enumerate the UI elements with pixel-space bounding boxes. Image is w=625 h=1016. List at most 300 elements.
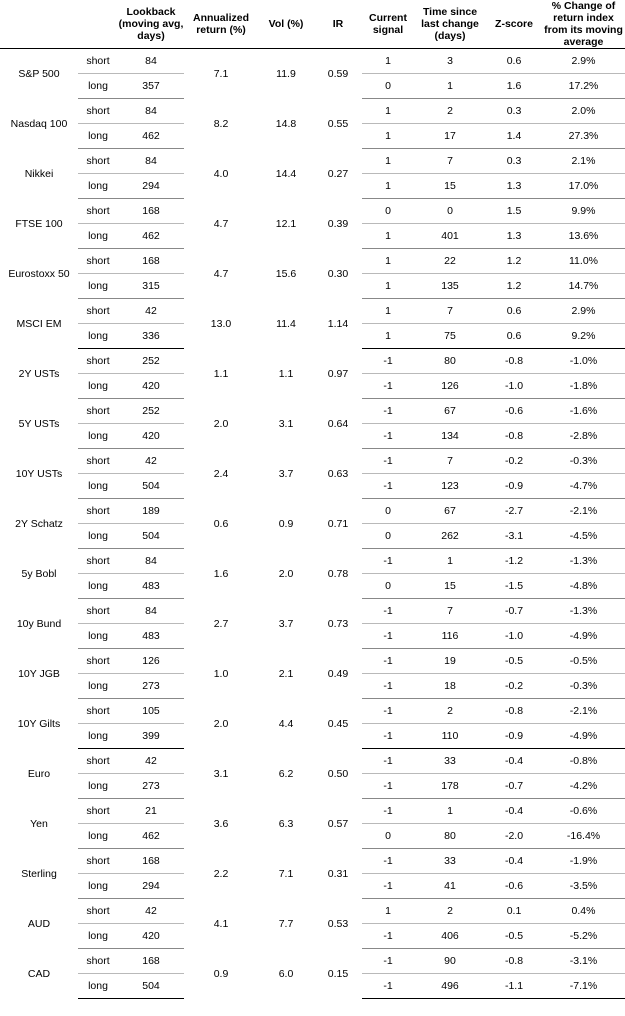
pct-change-long: -4.9%	[542, 724, 625, 749]
lookback-long: 399	[118, 724, 184, 749]
vol: 15.6	[275, 267, 297, 280]
table-row	[0, 99, 625, 124]
term-label-long: long	[78, 424, 118, 449]
header-vol: Vol (%)	[268, 18, 304, 31]
pct-change-short: 9.9%	[542, 199, 625, 224]
pct-change-long: -1.8%	[542, 374, 625, 399]
term-label-short: short	[78, 849, 118, 874]
lookback-long: 462	[118, 824, 184, 849]
current-signal-short: -1	[362, 549, 414, 574]
current-signal-short: -1	[362, 599, 414, 624]
pct-change-long: -5.2%	[542, 924, 625, 949]
zscore-long: 1.3	[486, 224, 542, 249]
term-label-short: short	[78, 599, 118, 624]
lookback-short: 42	[118, 449, 184, 474]
term-label-short: short	[78, 549, 118, 574]
annualized-return: 2.4	[213, 467, 229, 480]
term-label-long: long	[78, 224, 118, 249]
pct-change-short: -3.1%	[542, 949, 625, 974]
time-since-short: 7	[414, 299, 486, 324]
time-since-long: 15	[414, 574, 486, 599]
ir: 0.53	[327, 917, 349, 930]
annualized-return: 1.0	[213, 667, 229, 680]
lookback-long: 357	[118, 74, 184, 99]
term-label-long: long	[78, 74, 118, 99]
lookback-short: 42	[118, 299, 184, 324]
term-label-short: short	[78, 149, 118, 174]
zscore-short: 1.5	[486, 199, 542, 224]
zscore-short: -0.5	[486, 649, 542, 674]
current-signal-long: -1	[362, 774, 414, 799]
time-since-long: 1	[414, 74, 486, 99]
current-signal-short: -1	[362, 449, 414, 474]
pct-change-short: -2.1%	[542, 499, 625, 524]
ir: 0.31	[327, 867, 349, 880]
zscore-long: 1.4	[486, 124, 542, 149]
lookback-short: 126	[118, 649, 184, 674]
zscore-short: 1.2	[486, 249, 542, 274]
lookback-long: 483	[118, 624, 184, 649]
current-signal-short: -1	[362, 849, 414, 874]
pct-change-long: -16.4%	[542, 824, 625, 849]
zscore-short: 0.6	[486, 299, 542, 324]
pct-change-long: -0.3%	[542, 674, 625, 699]
zscore-long: -0.8	[486, 424, 542, 449]
pct-change-short: 2.0%	[542, 99, 625, 124]
header-term	[78, 0, 118, 49]
asset-name-cell: 10Y USTs	[15, 467, 63, 480]
table-row	[0, 649, 625, 674]
lookback-long: 294	[118, 874, 184, 899]
time-since-short: 7	[414, 449, 486, 474]
time-since-long: 80	[414, 824, 486, 849]
annualized-return: 4.7	[213, 267, 229, 280]
zscore-long: 0.6	[486, 324, 542, 349]
time-since-short: 67	[414, 499, 486, 524]
current-signal-long: 1	[362, 324, 414, 349]
asset-name-cell: MSCI EM	[16, 317, 62, 330]
asset-name-cell: 10y Bund	[16, 617, 62, 630]
table-row	[0, 299, 625, 324]
pct-change-short: -0.5%	[542, 649, 625, 674]
time-since-short: 3	[414, 49, 486, 74]
zscore-long: 1.2	[486, 274, 542, 299]
zscore-short: -1.2	[486, 549, 542, 574]
lookback-short: 252	[118, 399, 184, 424]
term-label-short: short	[78, 499, 118, 524]
zscore-long: -0.5	[486, 924, 542, 949]
asset-name-cell: CAD	[27, 967, 51, 980]
lookback-short: 84	[118, 99, 184, 124]
annualized-return: 8.2	[213, 117, 229, 130]
term-label-long: long	[78, 774, 118, 799]
annualized-return: 2.2	[213, 867, 229, 880]
term-label-long: long	[78, 524, 118, 549]
zscore-long: -0.9	[486, 474, 542, 499]
lookback-long: 483	[118, 574, 184, 599]
current-signal-long: 1	[362, 274, 414, 299]
ir: 0.45	[327, 717, 349, 730]
header-pct-change: % Change of return index from its moving average	[544, 0, 623, 49]
current-signal-short: 1	[362, 49, 414, 74]
current-signal-short: -1	[362, 699, 414, 724]
lookback-short: 42	[118, 749, 184, 774]
annualized-return: 4.7	[213, 217, 229, 230]
current-signal-short: 1	[362, 149, 414, 174]
term-label-long: long	[78, 674, 118, 699]
term-label-long: long	[78, 124, 118, 149]
lookback-short: 84	[118, 549, 184, 574]
asset-name-cell: 5Y USTs	[18, 417, 60, 430]
lookback-short: 168	[118, 949, 184, 974]
lookback-long: 504	[118, 474, 184, 499]
zscore-long: -0.7	[486, 774, 542, 799]
pct-change-short: -2.1%	[542, 699, 625, 724]
current-signal-short: 1	[362, 299, 414, 324]
annualized-return: 7.1	[213, 67, 229, 80]
table-row	[0, 399, 625, 424]
table-row	[0, 849, 625, 874]
current-signal-long: 1	[362, 224, 414, 249]
zscore-long: -1.0	[486, 374, 542, 399]
term-label-long: long	[78, 174, 118, 199]
term-label-long: long	[78, 724, 118, 749]
term-label-short: short	[78, 899, 118, 924]
asset-name-cell: 10Y JGB	[18, 667, 60, 680]
table-row	[0, 49, 625, 74]
zscore-long: -2.0	[486, 824, 542, 849]
pct-change-long: -4.2%	[542, 774, 625, 799]
term-label-long: long	[78, 324, 118, 349]
ir: 0.71	[327, 517, 349, 530]
term-label-long: long	[78, 624, 118, 649]
ir: 0.27	[327, 167, 349, 180]
time-since-long: 262	[414, 524, 486, 549]
table-row	[0, 699, 625, 724]
time-since-short: 67	[414, 399, 486, 424]
term-label-long: long	[78, 474, 118, 499]
lookback-short: 168	[118, 249, 184, 274]
lookback-long: 504	[118, 974, 184, 999]
asset-name-cell: Euro	[27, 767, 51, 780]
current-signal-short: -1	[362, 649, 414, 674]
annualized-return: 1.6	[213, 567, 229, 580]
current-signal-short: -1	[362, 749, 414, 774]
table-row	[0, 949, 625, 974]
table-row	[0, 349, 625, 374]
term-label-short: short	[78, 399, 118, 424]
term-label-long: long	[78, 824, 118, 849]
vol: 1.1	[278, 367, 294, 380]
zscore-short: -0.7	[486, 599, 542, 624]
time-since-short: 1	[414, 799, 486, 824]
term-label-long: long	[78, 374, 118, 399]
current-signal-long: -1	[362, 624, 414, 649]
pct-change-short: -1.0%	[542, 349, 625, 374]
zscore-long: -0.6	[486, 874, 542, 899]
table-row	[0, 749, 625, 774]
lookback-long: 420	[118, 374, 184, 399]
annualized-return: 3.6	[213, 817, 229, 830]
time-since-long: 75	[414, 324, 486, 349]
asset-name-cell: Sterling	[21, 867, 57, 880]
vol: 2.1	[278, 667, 294, 680]
term-label-long: long	[78, 924, 118, 949]
time-since-short: 90	[414, 949, 486, 974]
time-since-short: 19	[414, 649, 486, 674]
zscore-short: -0.8	[486, 949, 542, 974]
vol: 3.7	[278, 617, 294, 630]
ir: 0.59	[327, 67, 349, 80]
pct-change-long: 9.2%	[542, 324, 625, 349]
pct-change-short: -1.3%	[542, 599, 625, 624]
time-since-short: 0	[414, 199, 486, 224]
ir: 0.78	[327, 567, 349, 580]
vol: 3.7	[278, 467, 294, 480]
term-label-short: short	[78, 699, 118, 724]
current-signal-short: 1	[362, 99, 414, 124]
current-signal-long: -1	[362, 724, 414, 749]
time-since-short: 80	[414, 349, 486, 374]
current-signal-short: 1	[362, 899, 414, 924]
current-signal-long: -1	[362, 874, 414, 899]
ir: 0.97	[327, 367, 349, 380]
lookback-short: 189	[118, 499, 184, 524]
current-signal-long: 1	[362, 174, 414, 199]
pct-change-long: 14.7%	[542, 274, 625, 299]
pct-change-short: 2.9%	[542, 49, 625, 74]
lookback-long: 336	[118, 324, 184, 349]
zscore-long: -1.1	[486, 974, 542, 999]
table-row	[0, 249, 625, 274]
ir: 0.15	[327, 967, 349, 980]
ir: 0.50	[327, 767, 349, 780]
lookback-short: 84	[118, 149, 184, 174]
lookback-short: 84	[118, 49, 184, 74]
asset-name-cell: 2Y USTs	[18, 367, 60, 380]
vol: 4.4	[278, 717, 294, 730]
term-label-short: short	[78, 649, 118, 674]
time-since-long: 116	[414, 624, 486, 649]
pct-change-long: 13.6%	[542, 224, 625, 249]
table-body	[0, 49, 625, 999]
term-label-long: long	[78, 974, 118, 999]
pct-change-long: -4.9%	[542, 624, 625, 649]
term-label-short: short	[78, 349, 118, 374]
lookback-short: 42	[118, 899, 184, 924]
asset-name-cell: 5y Bobl	[21, 567, 57, 580]
vol: 12.1	[275, 217, 297, 230]
asset-name-cell: Nasdaq 100	[10, 117, 68, 130]
asset-name-cell: Yen	[30, 817, 48, 830]
vol: 6.2	[278, 767, 294, 780]
annualized-return: 0.9	[213, 967, 229, 980]
current-signal-long: 0	[362, 574, 414, 599]
header-time-since-last-change: Time since last change (days)	[421, 6, 479, 43]
lookback-long: 294	[118, 174, 184, 199]
pct-change-long: -4.5%	[542, 524, 625, 549]
ir: 0.64	[327, 417, 349, 430]
lookback-short: 168	[118, 199, 184, 224]
time-since-short: 2	[414, 899, 486, 924]
time-since-long: 41	[414, 874, 486, 899]
pct-change-short: 11.0%	[542, 249, 625, 274]
zscore-short: -0.4	[486, 799, 542, 824]
vol: 3.1	[278, 417, 294, 430]
time-since-long: 126	[414, 374, 486, 399]
header-ir: IR	[332, 18, 344, 31]
lookback-short: 168	[118, 849, 184, 874]
zscore-short: 0.6	[486, 49, 542, 74]
zscore-short: -2.7	[486, 499, 542, 524]
time-since-long: 123	[414, 474, 486, 499]
pct-change-long: 27.3%	[542, 124, 625, 149]
table-row	[0, 199, 625, 224]
current-signal-short: -1	[362, 399, 414, 424]
current-signal-short: 0	[362, 499, 414, 524]
pct-change-short: 2.1%	[542, 149, 625, 174]
vol: 6.3	[278, 817, 294, 830]
ir: 0.73	[327, 617, 349, 630]
time-since-short: 33	[414, 749, 486, 774]
zscore-long: -1.5	[486, 574, 542, 599]
time-since-long: 406	[414, 924, 486, 949]
annualized-return: 0.6	[213, 517, 229, 530]
term-label-short: short	[78, 49, 118, 74]
table-row	[0, 499, 625, 524]
lookback-long: 462	[118, 224, 184, 249]
ir: 0.30	[327, 267, 349, 280]
zscore-short: -0.4	[486, 749, 542, 774]
pct-change-long: 17.2%	[542, 74, 625, 99]
current-signal-long: -1	[362, 674, 414, 699]
pct-change-short: 0.4%	[542, 899, 625, 924]
zscore-short: -0.6	[486, 399, 542, 424]
term-label-short: short	[78, 249, 118, 274]
lookback-short: 84	[118, 599, 184, 624]
zscore-short: -0.2	[486, 449, 542, 474]
table-row	[0, 599, 625, 624]
ir: 1.14	[327, 317, 349, 330]
term-label-long: long	[78, 574, 118, 599]
header-zscore: Z-score	[495, 18, 533, 31]
asset-name-cell: Nikkei	[24, 167, 54, 180]
vol: 7.7	[278, 917, 294, 930]
lookback-long: 273	[118, 674, 184, 699]
time-since-long: 18	[414, 674, 486, 699]
pct-change-long: 17.0%	[542, 174, 625, 199]
term-label-short: short	[78, 799, 118, 824]
time-since-short: 2	[414, 699, 486, 724]
current-signal-short: -1	[362, 799, 414, 824]
zscore-short: 0.3	[486, 149, 542, 174]
time-since-short: 1	[414, 549, 486, 574]
table-header	[0, 0, 625, 49]
annualized-return: 1.1	[213, 367, 229, 380]
annualized-return: 2.0	[213, 417, 229, 430]
current-signal-long: -1	[362, 424, 414, 449]
vol: 11.4	[276, 317, 296, 330]
ir: 0.63	[327, 467, 349, 480]
lookback-long: 420	[118, 424, 184, 449]
term-label-short: short	[78, 299, 118, 324]
pct-change-long: -4.7%	[542, 474, 625, 499]
lookback-long: 462	[118, 124, 184, 149]
time-since-long: 110	[414, 724, 486, 749]
current-signal-long: 0	[362, 74, 414, 99]
vol: 7.1	[278, 867, 294, 880]
vol: 2.0	[278, 567, 294, 580]
term-label-short: short	[78, 949, 118, 974]
lookback-long: 420	[118, 924, 184, 949]
ir: 0.49	[327, 667, 349, 680]
current-signal-long: -1	[362, 974, 414, 999]
header-asset	[0, 0, 78, 49]
asset-name-cell: FTSE 100	[15, 217, 63, 230]
zscore-short: -0.8	[486, 349, 542, 374]
time-since-long: 17	[414, 124, 486, 149]
time-since-long: 15	[414, 174, 486, 199]
current-signal-short: 1	[362, 249, 414, 274]
annualized-return: 3.1	[213, 767, 229, 780]
asset-name-cell: AUD	[27, 917, 51, 930]
ir: 0.57	[327, 817, 349, 830]
asset-name-cell: Eurostoxx 50	[8, 267, 70, 280]
pct-change-short: -0.3%	[542, 449, 625, 474]
zscore-long: -3.1	[486, 524, 542, 549]
current-signal-long: -1	[362, 374, 414, 399]
current-signal-long: 1	[362, 124, 414, 149]
zscore-long: -1.0	[486, 624, 542, 649]
current-signal-long: -1	[362, 474, 414, 499]
zscore-long: 1.6	[486, 74, 542, 99]
table-row	[0, 549, 625, 574]
vol: 6.0	[278, 967, 294, 980]
pct-change-long: -7.1%	[542, 974, 625, 999]
zscore-short: 0.3	[486, 99, 542, 124]
lookback-short: 105	[118, 699, 184, 724]
time-since-long: 401	[414, 224, 486, 249]
vol: 0.9	[278, 517, 294, 530]
table-row	[0, 449, 625, 474]
lookback-long: 273	[118, 774, 184, 799]
header-lookback: Lookback (moving avg, days)	[118, 6, 184, 43]
term-label-long: long	[78, 874, 118, 899]
time-since-long: 135	[414, 274, 486, 299]
ir: 0.39	[327, 217, 349, 230]
time-since-long: 496	[414, 974, 486, 999]
time-since-short: 7	[414, 149, 486, 174]
ir: 0.55	[327, 117, 349, 130]
annualized-return: 2.0	[213, 717, 229, 730]
time-since-short: 22	[414, 249, 486, 274]
term-label-short: short	[78, 749, 118, 774]
zscore-long: -0.9	[486, 724, 542, 749]
pct-change-short: -1.9%	[542, 849, 625, 874]
current-signal-long: 0	[362, 824, 414, 849]
table-row	[0, 799, 625, 824]
zscore-short: -0.8	[486, 699, 542, 724]
vol: 14.8	[275, 117, 297, 130]
pct-change-short: 2.9%	[542, 299, 625, 324]
annualized-return: 4.0	[213, 167, 229, 180]
pct-change-short: -0.8%	[542, 749, 625, 774]
zscore-long: -0.2	[486, 674, 542, 699]
time-since-short: 33	[414, 849, 486, 874]
time-since-short: 7	[414, 599, 486, 624]
header-current-signal: Current signal	[369, 12, 407, 37]
pct-change-short: -1.3%	[542, 549, 625, 574]
